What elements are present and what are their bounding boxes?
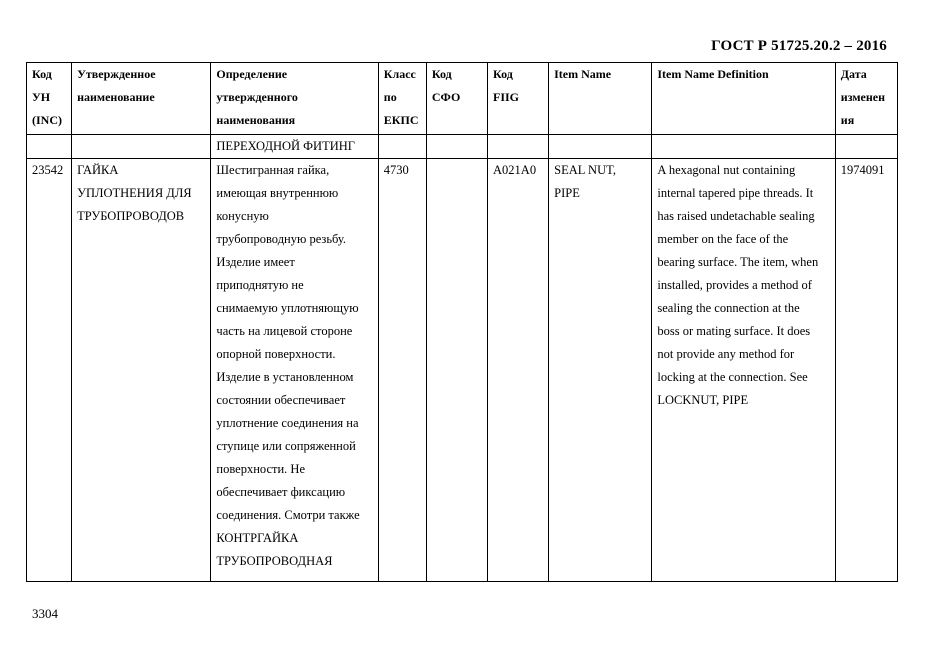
table-cell [549,135,652,159]
document-title: ГОСТ Р 51725.20.2 – 2016 [711,38,887,54]
table-cell-definition: Шестигранная гайка, имеющая внутреннюю конусную трубопроводную резьбу. Изделие имеет приподнятую не снимаемую уплотняющую часть на лицевой стороне опорной поверхности. Изделие в установленном состоянии обеспечивает уплотнение соединения на ступице или сопряженной поверхности. Не обеспечивает фиксацию соединения. Смотри также КОНТРГАЙКА ТРУБОПРОВОДНАЯ [211,159,378,582]
column-header-change-date: Дата изменен ия [835,63,897,135]
column-header-approved-name: Утвержденное наименование [72,63,211,135]
column-header-fiig-code: Код FIIG [488,63,549,135]
table-cell-ekps-class: 4730 [378,159,426,582]
table-cell [652,135,835,159]
table-cell-carryover-definition: ПЕРЕХОДНОЙ ФИТИНГ [211,135,378,159]
page-number: 3304 [32,606,58,621]
table-cell-change-date: 1974091 [835,159,897,582]
table-cell [835,135,897,159]
column-header-definition: Определение утвержденного наименования [211,63,378,135]
table-cell [378,135,426,159]
table-row-carryover [27,135,898,159]
column-header-item-name-definition: Item Name Definition [652,63,835,135]
table-cell [426,135,487,159]
nomenclature-table [26,62,898,582]
table-cell-fiig-code: A021A0 [488,159,549,582]
table-cell [27,135,72,159]
table-cell-inc: 23542 [27,159,72,582]
table-cell-sfo-code [426,159,487,582]
column-header-inc: Код УН (INC) [27,63,72,135]
table-cell-item-name-definition: A hexagonal nut containing internal tapered pipe threads. It has raised undetachable sealing member on the face of the bearing surface. The item, when installed, provides a method of sealing the connection at the boss or mating surface. It does not provide any method for locking at the connection. See LOCKNUT, PIPE [652,159,835,582]
table-cell [72,135,211,159]
column-header-ekps-class: Класс по ЕКПС [378,63,426,135]
column-header-sfo-code: Код СФО [426,63,487,135]
table-header-row [27,63,898,135]
table-cell-item-name: SEAL NUT, PIPE [549,159,652,582]
column-header-item-name: Item Name [549,63,652,135]
table-row [27,159,898,582]
table-cell-approved-name: ГАЙКА УПЛОТНЕНИЯ ДЛЯ ТРУБОПРОВОДОВ [72,159,211,582]
table-cell [488,135,549,159]
